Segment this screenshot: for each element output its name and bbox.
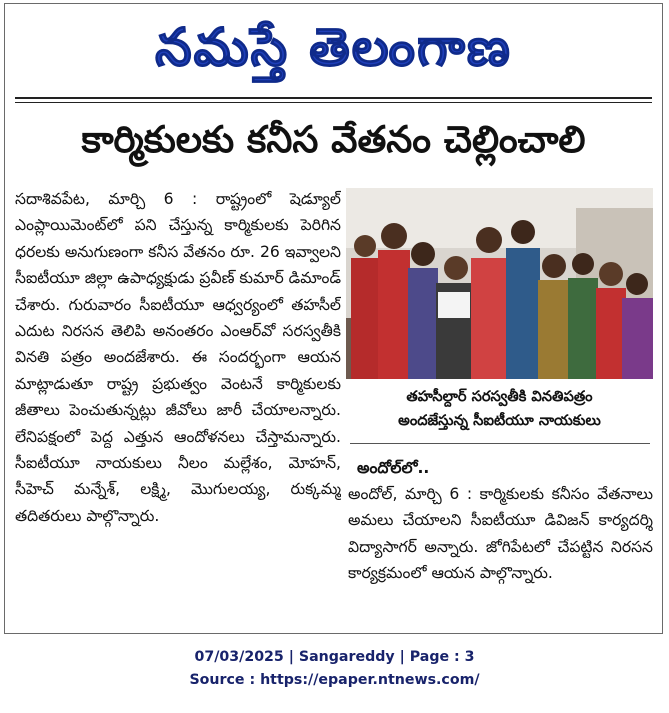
footer-source-line: Source : https://epaper.ntnews.com/ (189, 672, 480, 688)
photo-caption-line-2: అందజేస్తున్న సీఐటీయూ నాయకులు (398, 412, 601, 429)
sub-article-column (348, 481, 653, 616)
masthead-title: నమస్తే తెలంగాణ (155, 17, 512, 78)
article-body: సదాశివపేట, మార్చి 6 : రాష్ట్రంలో షెడ్యూల్ ఎంప్లాయిమెంట్‌లో పని చేస్తున్న కార్మికులకు పెరిగిన ధరలకు అనుగుణంగా కనీస వేతనం రూ. 26 ఇవ్వాలని సీఐటీయూ జిల్లా ఉపాధ్యక్షుడు ప్రవీణ్ కుమార్ డిమాండ్ చేశారు. గురువారం సీఐటీయూ ఆధ్వర్యంలో తహసీల్ ఎదుట నిరసన తెలిపి అనంతరం ఎంఆర్‌వో సరస్వతీకి వినతి పత్రం అందజేశారు. ఈ సందర్భంగా ఆయన మాట్లాడుతూ రాష్ట్ర ప్రభుత్వం వెంటనే కార్మికులకు జీతాలు పెంచుతున్నట్లు జీవోలు జారీ చేయాలన్నారు. లేనిపక్షంలో పెద్ద ఎత్తున ఆందోళనలు చేస్తామన్నారు. సీఐటీయూ నాయకులు నీలం మల్లేశం, మోహన్, సీహెచ్ మన్నేశ్, లక్ష్మి, మొగులయ్య, రుక్కమ్మ తదితరులు పాల్గొన్నారు. (15, 190, 341, 525)
article-headline: కార్మికులకు కనీస వేతనం చెల్లించాలి (81, 118, 586, 161)
sub-article-body: అందోల్, మార్చి 6 : కార్మికులకు కనీసం వేతనాలు అమలు చేయాలని సీఐటీయూ డివిజన్ కార్యదర్శి విద్యాసాగర్ అన్నారు. జోగిపేటలో చేపట్టిన నిరసన కార్యక్రమంలో ఆయన పాల్గొన్నారు. (348, 485, 653, 583)
source-footer (0, 646, 669, 692)
photo-caption (346, 385, 653, 433)
masthead-rule-thick (15, 97, 652, 99)
masthead (5, 8, 662, 88)
article-subhead: అందోల్‌లో.. (357, 459, 430, 477)
article-body-column (15, 186, 341, 616)
masthead-rule-thin (15, 102, 652, 103)
article-photo (346, 188, 653, 379)
protest-photo-image (346, 188, 653, 379)
caption-divider (350, 443, 650, 444)
newspaper-clipping (4, 3, 663, 634)
photo-caption-line-1: తహసీల్దార్ సరస్వతీకి వినతిపత్రం (406, 388, 593, 405)
footer-date-line: 07/03/2025 | Sangareddy | Page : 3 (194, 649, 475, 665)
